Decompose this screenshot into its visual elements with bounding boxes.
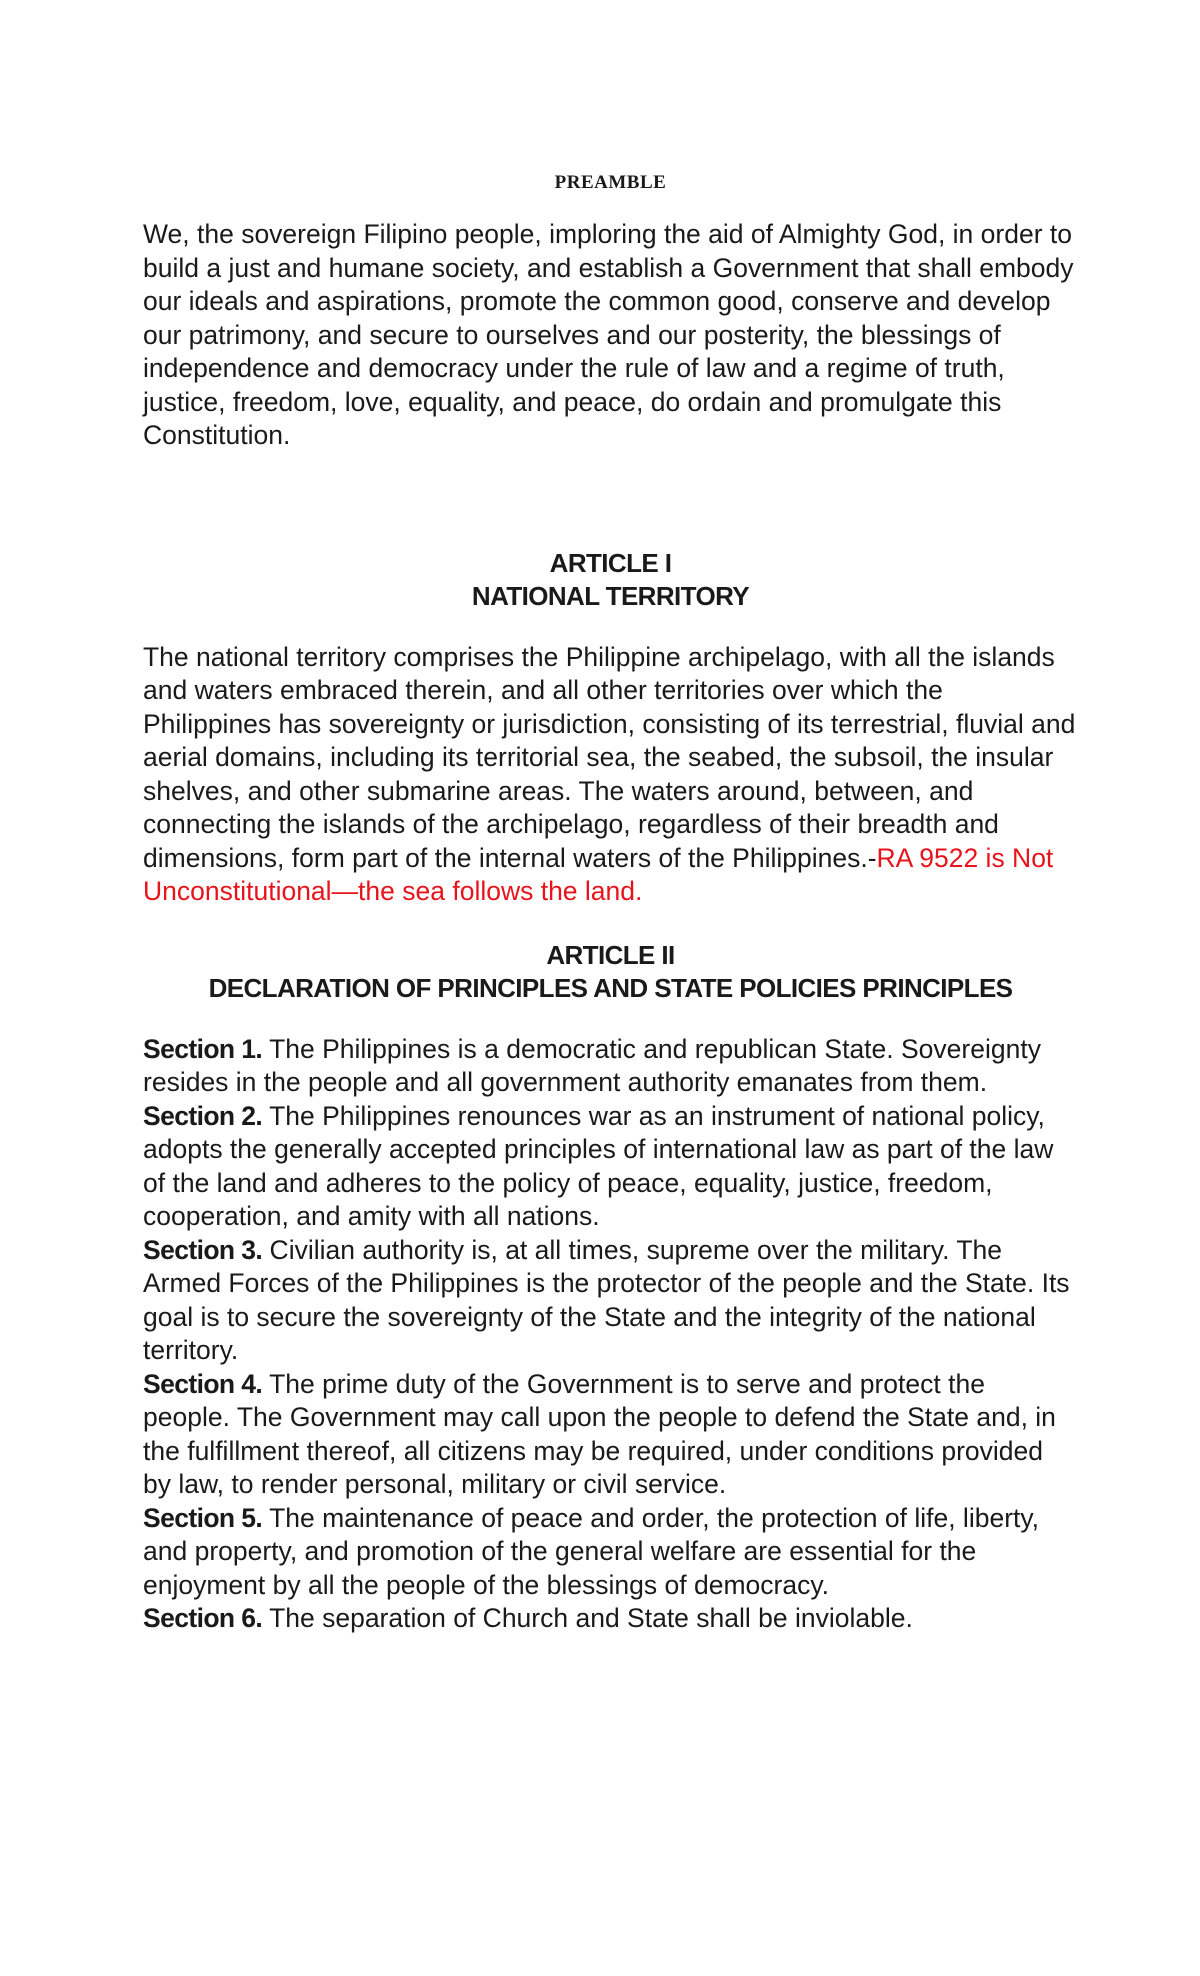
preamble-text: We, the sovereign Filipino people, imploring the aid of Almighty God, in order to build a just and humane society, and establish a Government that shall embody our ideals and aspirations, promote the common good, conserve and develop our patrimony, and secure to ourselves and our posterity, the blessings of independence and democracy under the rule of law and a regime of truth, justice, freedom, love, equality, and peace, do ordain and promulgate this Constitution. <box>143 219 1074 450</box>
section-text: Civilian authority is, at all times, supreme over the military. The Armed Forces of the Philippines is the protector of the people and the State. Its goal is to secure the sovereignty of the State and the integrity of the national territory. <box>143 1234 1070 1365</box>
section-label: Section 2. <box>143 1100 263 1131</box>
section-label: Section 4. <box>143 1368 263 1399</box>
section-label: Section 1. <box>143 1033 263 1064</box>
article-1-text <box>143 641 1078 909</box>
section-label: Section 6. <box>143 1603 263 1633</box>
section-text: The separation of Church and State shall be inviolable. <box>262 1603 913 1633</box>
section-label: Section 5. <box>143 1502 263 1533</box>
section-label: Section 3. <box>143 1234 263 1265</box>
document-content <box>143 172 1078 1636</box>
section-5 <box>143 1502 1078 1603</box>
section-text: The Philippines renounces war as an instrument of national policy, adopts the generally accepted principles of international law as part of the law of the land and adheres to the policy of peace, equality, justice, freedom, cooperation, and amity with all nations. <box>143 1100 1054 1231</box>
article-2-title: DECLARATION OF PRINCIPLES AND STATE POLICIES PRINCIPLES <box>208 973 1013 1003</box>
national-territory-text: The national territory comprises the Philippine archipelago, with all the islands and waters embraced therein, and all other territories over which the Philippines has sovereignty or jurisdiction, consisting of its terrestrial, fluvial and aerial domains, including its territorial sea, the seabed, the subsoil, the insular shelves, and other submarine areas. The waters around, between, and connecting the islands of the archipelago, regardless of their breadth and dimensions, form part of the internal waters of the Philippines.- <box>143 641 1076 873</box>
section-4 <box>143 1368 1078 1502</box>
preamble-title: PREAMBLE <box>554 172 667 193</box>
section-text: The Philippines is a democratic and republican State. Sovereignty resides in the people and all government authority emanates from them. <box>143 1033 1041 1097</box>
section-6 <box>143 1602 1078 1636</box>
article-1-heading <box>143 547 1078 614</box>
section-text: The maintenance of peace and order, the protection of life, liberty, and property, and promotion of the general welfare are essential for the enjoyment by all the people of the blessings of democracy. <box>143 1502 1040 1600</box>
article-2-number: ARTICLE II <box>546 939 675 970</box>
article-2-heading <box>143 939 1078 1006</box>
article-1-title: NATIONAL TERRITORY <box>471 581 750 611</box>
section-1 <box>143 1033 1078 1100</box>
ra-9522-note: RA 9522 is Not Unconstitutional—the sea follows the land. <box>143 842 1054 906</box>
section-3 <box>143 1234 1078 1368</box>
section-text: The prime duty of the Government is to serve and protect the people. The Government may call upon the people to defend the State and, in the fulfillment thereof, all citizens may be required, under conditions provided by law, to render personal, military or civil service. <box>143 1368 1056 1499</box>
section-2 <box>143 1100 1078 1234</box>
article-1-number: ARTICLE I <box>549 547 672 578</box>
